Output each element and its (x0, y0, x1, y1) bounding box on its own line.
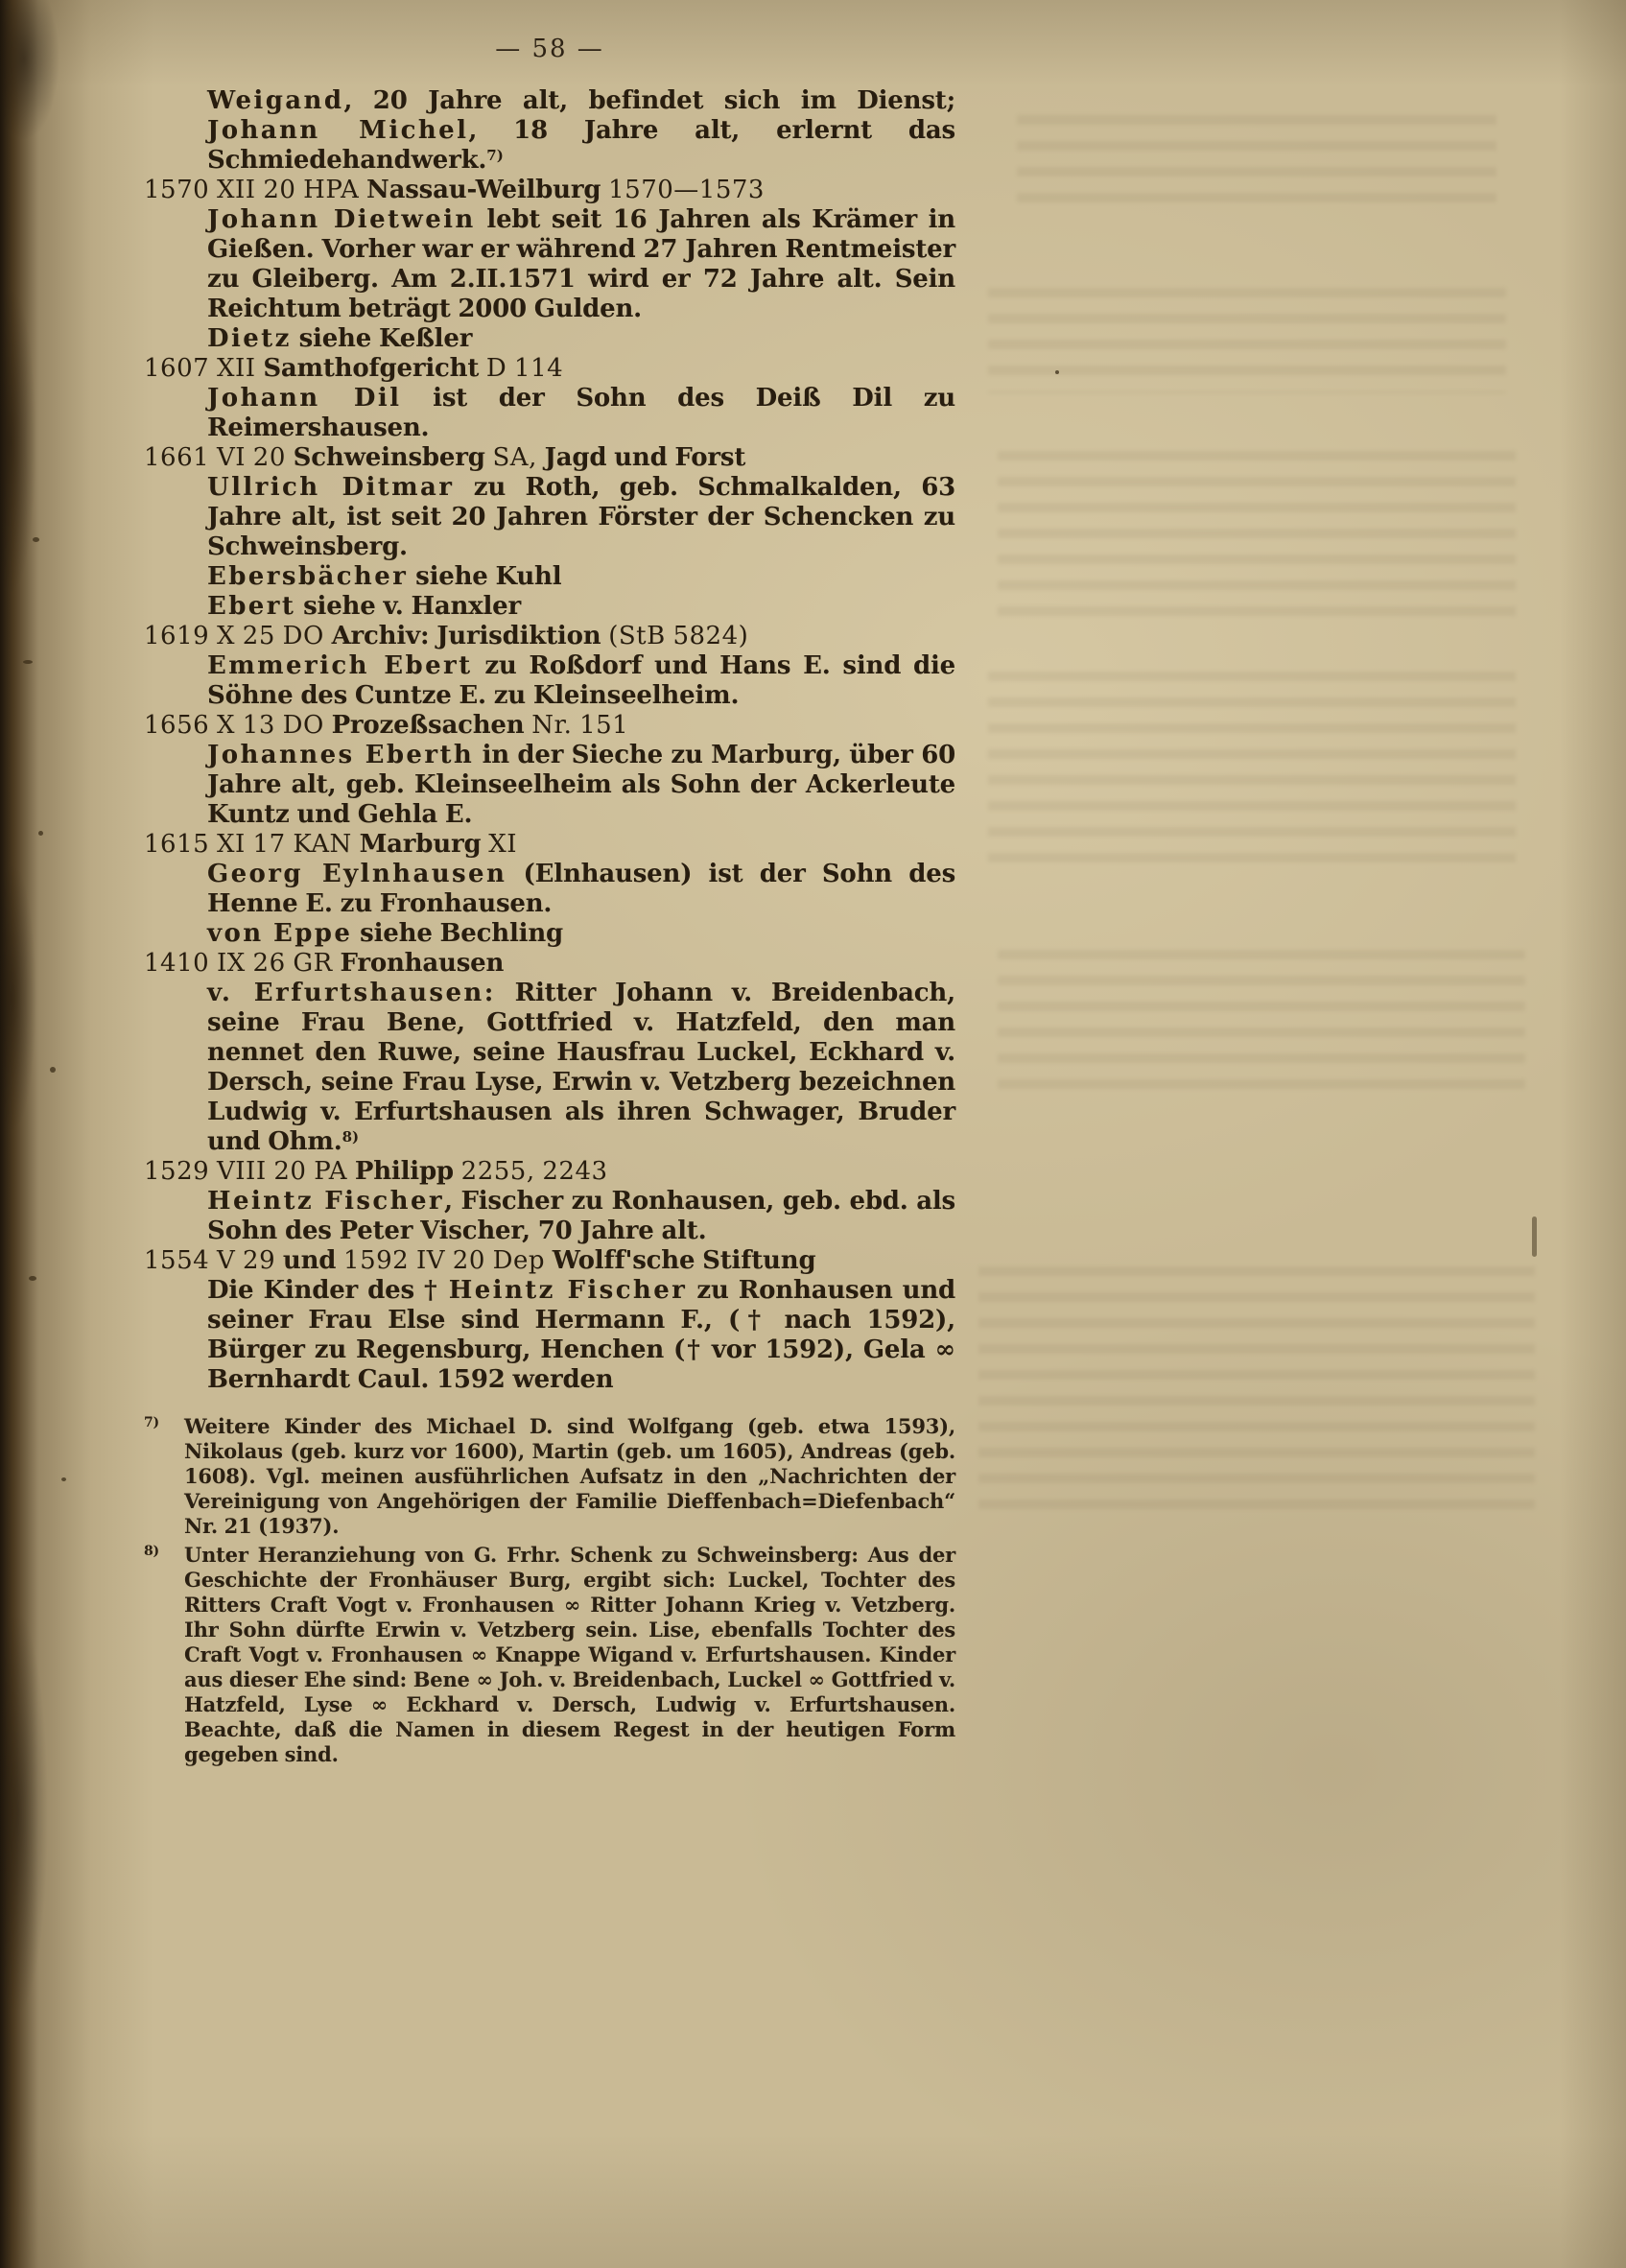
antiqua-text: XII 20 HPA (217, 176, 366, 204)
footnote-8 (144, 1539, 955, 1767)
antiqua-text: Nr. 151 (524, 711, 629, 740)
entry-header-text (217, 622, 748, 650)
antiqua-text: X 25 DO (217, 622, 332, 650)
entry-header (144, 830, 955, 860)
entry-paragraph (207, 473, 955, 562)
fraktur-text: zu Roßdorf und Hans E. sind die Söhne des Cuntze E. zu Kleinseelheim. (207, 651, 955, 710)
entry-header (144, 1246, 955, 1276)
paper-speck (50, 1067, 56, 1073)
spaced-name: Dietz (207, 324, 292, 353)
binding-shadow (0, 0, 59, 140)
fraktur-text: zu Ronhausen und seiner Frau Else sind Hermann F., († nach 1592), Bürger zu Regensburg, Henchen († vor 1592), Gela ∞ Bernhardt Caul. 1592 werden (207, 1276, 956, 1394)
fraktur-text: Wolff'sche Stiftung (552, 1246, 816, 1275)
fraktur-text: und (282, 1246, 337, 1275)
spaced-name: Heintz Fischer (448, 1276, 688, 1305)
entry-1615 (144, 830, 955, 949)
fraktur-text: (Elnhausen) ist der Sohn des Henne E. zu Fronhausen. (207, 860, 956, 918)
entry-year: 1410 (144, 949, 210, 978)
entry-paragraph (207, 205, 955, 324)
fraktur-text: Archiv: Jurisdiktion (331, 622, 601, 650)
entry-continuation-paragraph (207, 86, 955, 176)
spaced-name: Ebersbächer (207, 562, 409, 591)
entry-1554 (144, 1246, 955, 1395)
cross-reference-line (207, 919, 955, 949)
paper-speck (23, 660, 33, 664)
fraktur-text: Jagd und Forst (544, 443, 746, 472)
entry-paragraph (207, 1276, 955, 1395)
fraktur-text: Samthofgericht (263, 354, 480, 383)
register-entries (144, 86, 955, 1395)
spaced-name: v. Erfurtshausen: (207, 979, 496, 1007)
entry-header (144, 622, 955, 651)
fraktur-text: ist der Sohn des Deiß Dil zu Reimershausen. (207, 384, 955, 442)
entry-1661 (144, 443, 955, 622)
spaced-name: Weigand (207, 86, 344, 115)
entry-paragraph (207, 384, 955, 443)
binding-shadow (0, 1612, 48, 2015)
footnotes-section (144, 1410, 955, 1767)
entry-header-text (217, 711, 628, 740)
entry-header-text (217, 176, 765, 204)
entry-1619 (144, 622, 955, 711)
fraktur-text: zu Roth, geb. Schmalkalden, 63 Jahre alt, ist seit 20 Jahren Förster der Schencken zu Schweinsberg. (207, 473, 956, 561)
fraktur-text: , 20 Jahre alt, befindet sich im Dienst; (343, 86, 955, 115)
spaced-name: Johann Michel (207, 116, 469, 145)
fraktur-text: siehe Keßler (291, 324, 473, 353)
fraktur-text: Schweinsberg (293, 443, 485, 472)
margin-mark (1532, 1217, 1537, 1257)
entry-1607 (144, 354, 955, 443)
entry-1529 (144, 1157, 955, 1246)
entry-header (144, 354, 955, 384)
entry-1410 (144, 949, 955, 1157)
fraktur-text: Prozeßsachen (331, 711, 525, 740)
antiqua-text: 2255, 2243 (453, 1157, 608, 1186)
antiqua-text: (StB 5824) (601, 622, 749, 650)
entry-header (144, 949, 955, 979)
entry-1570 (144, 176, 955, 354)
fraktur-text: siehe Bechling (352, 919, 564, 948)
antiqua-text: V 29 (217, 1246, 283, 1275)
entry-header-text (217, 949, 504, 978)
spaced-name: Johannes Eberth (207, 741, 475, 769)
entry-header-text (217, 443, 745, 472)
paper-speck (61, 1477, 66, 1481)
antiqua-text: D 114 (479, 354, 564, 383)
fraktur-text: siehe v. Hanxler (295, 592, 521, 621)
entry-header-text (217, 1246, 815, 1275)
entry-paragraph (207, 651, 955, 711)
antiqua-text: XII (217, 354, 264, 383)
paper-speck (1055, 370, 1059, 374)
fraktur-text: Ritter Johann v. Breidenbach, seine Frau Bene, Gottfried v. Hatzfeld, den man nennet den Ruwe, seine Hausfrau Luckel, Eckhard v. Dersch, seine Frau Lyse, Erwin v. Vetzberg bezeichnen Ludwig v. Erfurtshausen als ihren Schwager, Bruder und Ohm. (207, 979, 955, 1156)
antiqua-text: VI 20 (217, 443, 294, 472)
entry-year: 1656 (144, 711, 210, 740)
paper-speck (33, 537, 39, 542)
entry-year: 1607 (144, 354, 210, 383)
spaced-name: von Eppe (207, 919, 353, 948)
antiqua-text: VIII 20 PA (217, 1157, 355, 1186)
page-content (144, 35, 955, 1767)
bleedthrough-ghost (988, 288, 1506, 393)
entry-header-text (217, 830, 517, 859)
footnote-text: Unter Heranziehung von G. Frhr. Schenk zu Schweinsberg: Aus der Geschichte der Fronhäuser Burg, ergibt sich: Luckel, Tochter des Ritters Craft Vogt v. Fronhausen ∞ Ritter Johann Krieg v. Vetzberg. Ihr Sohn dürfte Erwin v. Vetzberg sein. Lise, ebenfalls Tochter des Craft Vogt v. Fronhausen ∞ Knappe Wigand v. Erfurtshausen. Kinder aus dieser Ehe sind: Bene ∞ Joh. v. Breidenbach, Luckel ∞ Gottfried v. Hatzfeld, Lyse ∞ Eckhard v. Dersch, Ludwig v. Erfurtshausen. Beachte, daß die Namen in diesem Regest in der heutigen Form gegeben sind. (184, 1543, 955, 1766)
antiqua-text: 1592 IV 20 Dep (336, 1246, 553, 1275)
entry-paragraph (207, 741, 955, 830)
fraktur-text: Nassau-Weilburg (366, 176, 601, 204)
entry-year: 1615 (144, 830, 210, 859)
spaced-name: Heintz Fischer (207, 1187, 445, 1216)
fraktur-text: Philipp (354, 1157, 454, 1186)
cross-reference-line (207, 592, 955, 622)
paper-speck (38, 831, 43, 836)
footnote-ref: 8) (342, 1128, 360, 1146)
bleedthrough-ghost (978, 1266, 1535, 1516)
entry-1656 (144, 711, 955, 830)
entry-year: 1554 (144, 1246, 210, 1275)
entry-header (144, 443, 955, 473)
spaced-name: Georg Eylnhausen (207, 860, 507, 888)
footnote-ref: 7) (486, 147, 504, 164)
paper-speck (29, 1276, 36, 1281)
entry-year: 1661 (144, 443, 210, 472)
entry-header (144, 711, 955, 741)
fraktur-text: , 18 Jahre alt, erlernt das Schmiedehandwerk. (207, 116, 955, 175)
cross-reference-line (207, 562, 955, 592)
footnote-text: Weitere Kinder des Michael D. sind Wolfgang (geb. etwa 1593), Nikolaus (geb. kurz vor 1600), Martin (geb. um 1605), Andreas (geb. 1608). Vgl. meinen ausführlichen Aufsatz in den „Nachrichten der Vereinigung von Angehörigen der Familie Dieffenbach=Diefenbach“ Nr. 21 (1937). (184, 1414, 955, 1538)
antiqua-text: SA, (484, 443, 545, 472)
bleedthrough-ghost (998, 451, 1516, 624)
entry-header (144, 176, 955, 205)
footnote-marker: 8) (144, 1544, 159, 1559)
antiqua-text: XI (481, 830, 517, 859)
antiqua-text: 1570—1573 (601, 176, 765, 204)
entry-header (144, 1157, 955, 1187)
fraktur-text: Fronhausen (340, 949, 505, 978)
bleedthrough-ghost (998, 950, 1525, 1094)
footnote-7 (144, 1410, 955, 1539)
entry-paragraph (207, 979, 955, 1157)
fraktur-text: siehe Kuhl (408, 562, 562, 591)
entry-header-text (217, 354, 563, 383)
spaced-name: Emmerich Ebert (207, 651, 473, 680)
entry-year: 1529 (144, 1157, 210, 1186)
fraktur-text: in der Sieche zu Marburg, über 60 Jahre alt, geb. Kleinseelheim als Sohn der Ackerleute Kuntz und Gehla E. (207, 741, 955, 829)
binding-shadow (0, 863, 36, 1132)
entry-year: 1570 (144, 176, 210, 204)
entry-paragraph (207, 1187, 955, 1246)
spaced-name: Johann Dil (207, 384, 402, 413)
fraktur-text: Marburg (359, 830, 482, 859)
antiqua-text: IX 26 GR (217, 949, 341, 978)
bleedthrough-ghost (1017, 115, 1496, 211)
entry-header-text (217, 1157, 608, 1186)
fraktur-text: Die Kinder des † (207, 1276, 449, 1305)
antiqua-text: X 13 DO (217, 711, 332, 740)
footnote-marker: 7) (144, 1415, 159, 1430)
cross-reference-line (207, 324, 955, 354)
fraktur-text: , Fischer zu Ronhausen, geb. ebd. als Sohn des Peter Vischer, 70 Jahre alt. (207, 1187, 955, 1245)
spaced-name: Ullrich Ditmar (207, 473, 455, 502)
antiqua-text: XI 17 KAN (217, 830, 360, 859)
entry-year: 1619 (144, 622, 210, 650)
bleedthrough-ghost (988, 672, 1516, 863)
binding-shadow (0, 288, 36, 595)
page-number: — 58 — (495, 35, 604, 63)
spaced-name: Ebert (207, 592, 296, 621)
fraktur-text: lebt seit 16 Jahren als Krämer in Gießen. Vorher war er während 27 Jahren Rentmeister zu Gleiberg. Am 2.II.1571 wird er 72 Jahre alt. Sein Reichtum beträgt 2000 Gulden. (207, 205, 955, 323)
spaced-name: Johann Dietwein (207, 205, 476, 234)
entry-paragraph (207, 860, 955, 919)
